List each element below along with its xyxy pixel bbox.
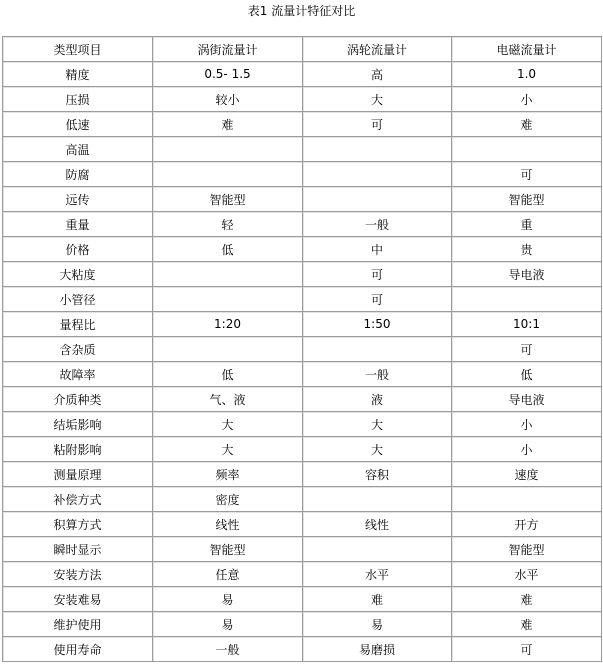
- table-cell-turbine: 难: [303, 587, 452, 612]
- table-row: [3, 437, 602, 462]
- table-cell-vortex: 难: [153, 112, 303, 137]
- table-row: [3, 112, 602, 137]
- table-row: [3, 287, 602, 312]
- table-cell-electromagnetic: 低: [452, 362, 602, 387]
- table-cell-electromagnetic: 小: [452, 412, 602, 437]
- table-cell-electromagnetic: 贵: [452, 237, 602, 262]
- table-cell-item: 重量: [3, 212, 153, 237]
- table-cell-electromagnetic: [452, 287, 602, 312]
- table-row: [3, 562, 602, 587]
- table-row: [3, 362, 602, 387]
- table-cell-turbine: 可: [303, 262, 452, 287]
- table-cell-electromagnetic: 可: [452, 637, 602, 662]
- table-cell-turbine: 容积: [303, 462, 452, 487]
- table-cell-electromagnetic: 速度: [452, 462, 602, 487]
- table-row: [3, 512, 602, 537]
- table-cell-electromagnetic: 开方: [452, 512, 602, 537]
- table-row: [3, 387, 602, 412]
- table-cell-item: 大粘度: [3, 262, 153, 287]
- table-cell-vortex: 1:20: [153, 312, 303, 337]
- table-cell-electromagnetic: 可: [452, 162, 602, 187]
- table-cell-electromagnetic: 难: [452, 612, 602, 637]
- table-header-row: [3, 37, 602, 62]
- table-cell-electromagnetic: 小: [452, 437, 602, 462]
- table-cell-electromagnetic: 难: [452, 587, 602, 612]
- table-cell-electromagnetic: 导电液: [452, 262, 602, 287]
- header-cell-electromagnetic: 电磁流量计: [452, 37, 602, 62]
- table-cell-item: 量程比: [3, 312, 153, 337]
- table-cell-electromagnetic: [452, 487, 602, 512]
- table-cell-electromagnetic: 可: [452, 337, 602, 362]
- table-cell-vortex: 易: [153, 587, 303, 612]
- table-cell-turbine: 可: [303, 287, 452, 312]
- table-row: [3, 462, 602, 487]
- table-cell-item: 介质种类: [3, 387, 153, 412]
- table-cell-electromagnetic: 难: [452, 112, 602, 137]
- table-row: [3, 162, 602, 187]
- table-row: [3, 237, 602, 262]
- table-cell-item: 积算方式: [3, 512, 153, 537]
- table-cell-electromagnetic: 10:1: [452, 312, 602, 337]
- table-cell-vortex: 任意: [153, 562, 303, 587]
- table-cell-turbine: 水平: [303, 562, 452, 587]
- table-cell-electromagnetic: 水平: [452, 562, 602, 587]
- table-cell-vortex: [153, 262, 303, 287]
- table-row: [3, 187, 602, 212]
- table-row: [3, 487, 602, 512]
- table-cell-item: 高温: [3, 137, 153, 162]
- table-cell-electromagnetic: 智能型: [452, 187, 602, 212]
- table-cell-turbine: [303, 187, 452, 212]
- table-cell-turbine: 大: [303, 412, 452, 437]
- table-cell-item: 安装方法: [3, 562, 153, 587]
- header-cell-vortex: 涡街流量计: [153, 37, 303, 62]
- table-cell-vortex: 低: [153, 362, 303, 387]
- header-cell-item: 类型项目: [3, 37, 153, 62]
- table-cell-vortex: 0.5- 1.5: [153, 62, 303, 87]
- table-cell-vortex: 大: [153, 412, 303, 437]
- table-cell-item: 使用寿命: [3, 637, 153, 662]
- flowmeter-comparison-table: [2, 36, 602, 662]
- table-cell-turbine: 一般: [303, 362, 452, 387]
- table-cell-vortex: 大: [153, 437, 303, 462]
- table-cell-turbine: 大: [303, 437, 452, 462]
- table-cell-item: 瞬时显示: [3, 537, 153, 562]
- table-row: [3, 262, 602, 287]
- table-cell-item: 精度: [3, 62, 153, 87]
- table-cell-item: 远传: [3, 187, 153, 212]
- table-cell-vortex: 智能型: [153, 537, 303, 562]
- table-cell-vortex: 密度: [153, 487, 303, 512]
- table-cell-vortex: [153, 162, 303, 187]
- table-cell-turbine: 易磨损: [303, 637, 452, 662]
- table-row: [3, 87, 602, 112]
- table-cell-vortex: 较小: [153, 87, 303, 112]
- header-cell-turbine: 涡轮流量计: [303, 37, 452, 62]
- table-cell-vortex: 一般: [153, 637, 303, 662]
- table-cell-electromagnetic: [452, 137, 602, 162]
- table-cell-turbine: [303, 487, 452, 512]
- table-cell-item: 含杂质: [3, 337, 153, 362]
- table-cell-electromagnetic: 重: [452, 212, 602, 237]
- table-cell-turbine: [303, 162, 452, 187]
- table-cell-vortex: 智能型: [153, 187, 303, 212]
- table-cell-turbine: 大: [303, 87, 452, 112]
- table-row: [3, 537, 602, 562]
- table-cell-vortex: 低: [153, 237, 303, 262]
- table-cell-electromagnetic: 智能型: [452, 537, 602, 562]
- table-cell-electromagnetic: 小: [452, 87, 602, 112]
- table-cell-electromagnetic: 1.0: [452, 62, 602, 87]
- table-cell-turbine: 1:50: [303, 312, 452, 337]
- table-cell-item: 小管径: [3, 287, 153, 312]
- table-cell-turbine: 一般: [303, 212, 452, 237]
- table-row: [3, 137, 602, 162]
- table-cell-turbine: 中: [303, 237, 452, 262]
- table-row: [3, 62, 602, 87]
- table-row: [3, 587, 602, 612]
- table-cell-vortex: 频率: [153, 462, 303, 487]
- table-row: [3, 212, 602, 237]
- table-cell-turbine: [303, 337, 452, 362]
- table-cell-turbine: 高: [303, 62, 452, 87]
- table-cell-vortex: [153, 337, 303, 362]
- table-cell-vortex: 易: [153, 612, 303, 637]
- table-row: [3, 412, 602, 437]
- table-cell-electromagnetic: 导电液: [452, 387, 602, 412]
- table-cell-item: 安装难易: [3, 587, 153, 612]
- table-row: [3, 312, 602, 337]
- table-body: [3, 37, 602, 662]
- table-cell-item: 低速: [3, 112, 153, 137]
- table-cell-turbine: 可: [303, 112, 452, 137]
- table-cell-item: 补偿方式: [3, 487, 153, 512]
- table-cell-item: 压损: [3, 87, 153, 112]
- table-cell-vortex: 线性: [153, 512, 303, 537]
- table-cell-item: 维护使用: [3, 612, 153, 637]
- table-cell-vortex: [153, 137, 303, 162]
- table-cell-vortex: 气、液: [153, 387, 303, 412]
- table-cell-turbine: [303, 137, 452, 162]
- table-cell-turbine: 液: [303, 387, 452, 412]
- table-cell-turbine: 线性: [303, 512, 452, 537]
- table-cell-turbine: 易: [303, 612, 452, 637]
- table-caption: 表1 流量计特征对比: [247, 4, 356, 18]
- table-row: [3, 637, 602, 662]
- table-cell-item: 价格: [3, 237, 153, 262]
- table-row: [3, 337, 602, 362]
- table-cell-item: 粘附影响: [3, 437, 153, 462]
- table-cell-item: 结垢影响: [3, 412, 153, 437]
- table-cell-item: 故障率: [3, 362, 153, 387]
- comparison-table-container: [2, 36, 602, 662]
- table-cell-turbine: [303, 537, 452, 562]
- table-cell-item: 防腐: [3, 162, 153, 187]
- table-cell-item: 测量原理: [3, 462, 153, 487]
- table-cell-vortex: [153, 287, 303, 312]
- table-cell-vortex: 轻: [153, 212, 303, 237]
- table-row: [3, 612, 602, 637]
